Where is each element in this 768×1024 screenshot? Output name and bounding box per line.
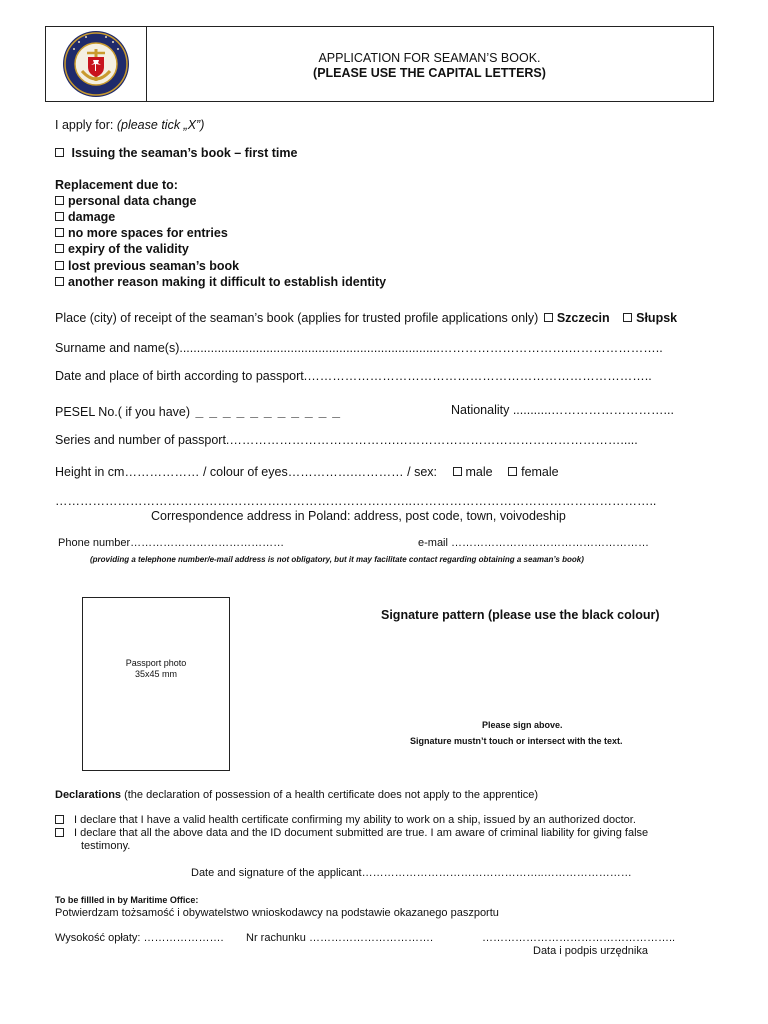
office-section-title: To be fillled in by Maritime Office: bbox=[55, 895, 199, 905]
reason-checkbox[interactable] bbox=[55, 212, 64, 221]
address-field[interactable]: …………………………………………………………………………..………………………………………………….. bbox=[55, 494, 657, 508]
passport-photo-size: 35x45 mm bbox=[134, 669, 178, 679]
declaration-item[interactable] bbox=[55, 814, 636, 826]
nationality-field[interactable]: Nationality ...........………………………... bbox=[451, 403, 674, 417]
email-field[interactable]: e-mail ……………………………………………… bbox=[418, 537, 650, 549]
pesel-label: PESEL No.( if you have) bbox=[55, 405, 191, 419]
form-header bbox=[45, 26, 714, 102]
reason-checkbox[interactable] bbox=[55, 244, 64, 253]
signature-note-2: Signature mustn’t touch or intersect with the text. bbox=[410, 736, 623, 746]
declaration-health-checkbox[interactable] bbox=[55, 815, 64, 824]
declaration-truth-text: I declare that all the above data and the ID document submitted are true. I am aware of criminal liability for giving false bbox=[74, 827, 649, 839]
reason-checkbox[interactable] bbox=[55, 228, 64, 237]
reason-option[interactable] bbox=[55, 242, 189, 256]
reason-label: another reason making it difficult to establish identity bbox=[68, 275, 387, 289]
apply-for-hint: (please tick „X”) bbox=[116, 118, 205, 132]
declarations-heading bbox=[55, 789, 538, 801]
female-checkbox[interactable] bbox=[508, 467, 517, 476]
official-signature-caption: Data i podpis urzędnika bbox=[533, 945, 648, 957]
form-title: APPLICATION FOR SEAMAN’S BOOK. bbox=[318, 51, 541, 65]
szczecin-label: Szczecin bbox=[556, 311, 610, 325]
reason-checkbox[interactable] bbox=[55, 277, 64, 286]
declaration-health-text: I declare that I have a valid health certificate confirming my ability to work on a ship, issued by an authorized doctor. bbox=[74, 814, 636, 826]
slupsk-checkbox[interactable] bbox=[623, 313, 632, 322]
reason-checkbox[interactable] bbox=[55, 196, 64, 205]
signature-pattern-title: Signature pattern (please use the black colour) bbox=[381, 608, 660, 622]
place-of-receipt-line bbox=[55, 311, 677, 325]
address-caption: Correspondence address in Poland: address, post code, town, voivodeship bbox=[151, 509, 566, 523]
pesel-slots[interactable]: _ _ _ _ _ _ _ _ _ _ _ bbox=[195, 403, 342, 419]
male-checkbox[interactable] bbox=[453, 467, 462, 476]
official-signature-field[interactable]: …………………………………………….. bbox=[482, 932, 676, 944]
first-time-option[interactable] bbox=[55, 146, 297, 160]
fee-field[interactable]: Wysokość opłaty: …………………. bbox=[55, 932, 224, 944]
apply-for-label: I apply for: bbox=[55, 118, 117, 132]
reason-label: expiry of the validity bbox=[68, 242, 189, 256]
form-subtitle: (PLEASE USE THE CAPITAL LETTERS) bbox=[313, 66, 546, 80]
birth-field[interactable]: Date and place of birth according to passport.……………………………………………………………………….. bbox=[55, 369, 652, 383]
reason-option[interactable] bbox=[55, 259, 239, 273]
reason-option[interactable] bbox=[55, 226, 228, 240]
reason-label: lost previous seaman’s book bbox=[68, 259, 240, 273]
maritime-office-seal-icon bbox=[46, 27, 146, 101]
declaration-truth-continued: testimony. bbox=[81, 840, 131, 852]
account-number-field[interactable]: Nr rachunku ……………………………. bbox=[246, 932, 434, 944]
logo-cell bbox=[46, 27, 147, 101]
female-label: female bbox=[521, 465, 559, 479]
pesel-field[interactable] bbox=[55, 403, 341, 419]
signature-note-1: Please sign above. bbox=[482, 720, 563, 730]
slupsk-label: Słupsk bbox=[636, 311, 678, 325]
passport-photo-box bbox=[82, 597, 230, 771]
office-confirmation-text: Potwierdzam tożsamość i obywatelstwo wnioskodawcy na podstawie okazanego paszportu bbox=[55, 907, 499, 919]
szczecin-checkbox[interactable] bbox=[544, 313, 553, 322]
passport-photo-label: Passport photo bbox=[125, 658, 187, 668]
signature-area[interactable] bbox=[300, 625, 710, 715]
height-eyes-sex-label: Height in cm……………… / colour of eyes…………….………… / sex: bbox=[55, 465, 438, 479]
declarations-title: Declarations bbox=[55, 789, 122, 801]
applicant-date-signature-field[interactable]: Date and signature of the applicant…………………………………………..…………………… bbox=[191, 867, 632, 879]
reason-option[interactable] bbox=[55, 210, 115, 224]
male-label: male bbox=[465, 465, 493, 479]
place-of-receipt-label: Place (city) of receipt of the seaman’s book (applies for trusted profile applications only) bbox=[55, 311, 539, 325]
reason-label: personal data change bbox=[68, 194, 197, 208]
declaration-truth-checkbox[interactable] bbox=[55, 828, 64, 837]
replacement-label: Replacement due to: bbox=[55, 178, 178, 192]
declaration-item[interactable] bbox=[55, 827, 648, 839]
reason-checkbox[interactable] bbox=[55, 261, 64, 270]
apply-for-line bbox=[55, 118, 204, 132]
passport-field[interactable]: Series and number of passport.………………………………….………………………………………………..... bbox=[55, 433, 638, 447]
first-time-label: Issuing the seaman’s book – first time bbox=[71, 146, 298, 160]
phone-field[interactable]: Phone number…………………………………… bbox=[58, 537, 285, 549]
surname-field[interactable]: Surname and name(s)...........................................................................………………………….………………….. bbox=[55, 341, 663, 355]
contact-note: (providing a telephone number/e-mail address is not obligatory, but it may facilitate contact regarding obtaining a seaman’s book) bbox=[90, 555, 584, 564]
first-time-checkbox[interactable] bbox=[55, 148, 64, 157]
reason-label: damage bbox=[68, 210, 116, 224]
form-title-block bbox=[146, 51, 713, 81]
reason-label: no more spaces for entries bbox=[68, 226, 228, 240]
passport-photo-caption bbox=[83, 658, 229, 680]
reason-option[interactable] bbox=[55, 194, 197, 208]
height-eyes-sex-line[interactable] bbox=[55, 465, 559, 479]
reason-option[interactable] bbox=[55, 275, 386, 289]
declarations-subtitle: (the declaration of possession of a health certificate does not apply to the apprentice) bbox=[121, 789, 539, 801]
